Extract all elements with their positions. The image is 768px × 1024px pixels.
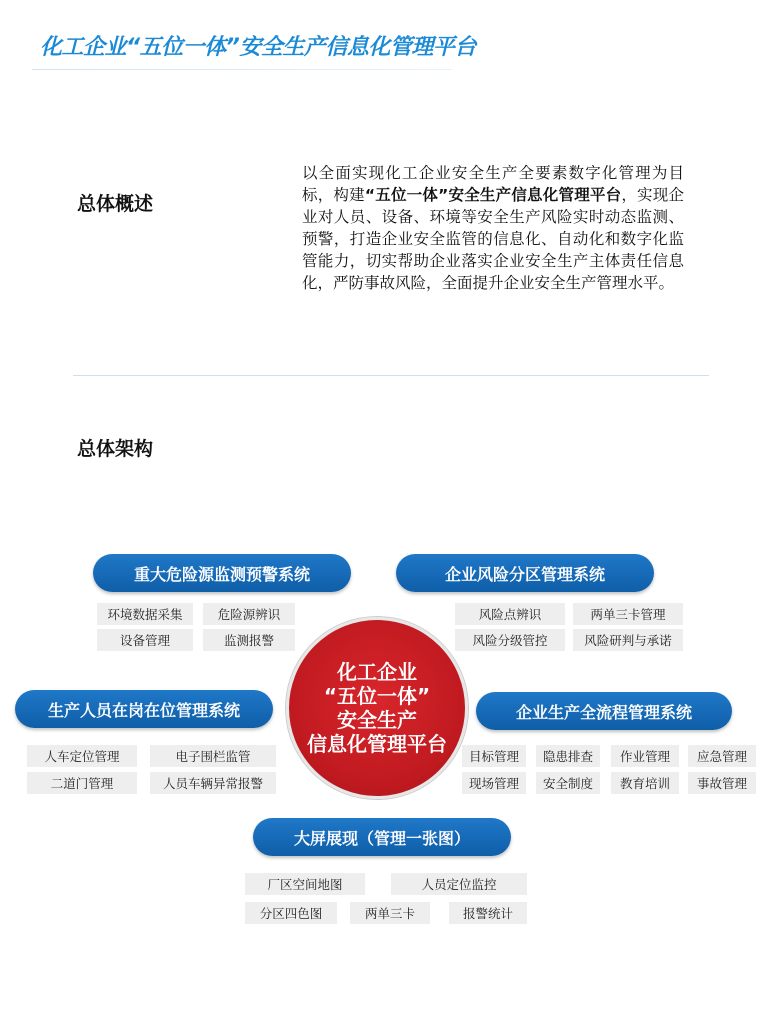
tag-plant-map: 厂区空间地图 — [245, 873, 365, 895]
tag-training: 教育培训 — [611, 772, 679, 794]
tag-env-data: 环境数据采集 — [97, 603, 193, 625]
tag-hidden-danger: 隐患排查 — [536, 745, 600, 767]
overview-paragraph — [302, 162, 684, 294]
overview-heading: 总体概述 — [77, 193, 154, 215]
tag-two-lists-three-cards: 两单三卡管理 — [573, 603, 683, 625]
module-risk-zoning: 企业风险分区管理系统 — [396, 554, 654, 592]
tag-goal: 目标管理 — [462, 745, 526, 767]
title-divider — [32, 69, 452, 70]
center-line-4: 信息化管理平台 — [307, 732, 447, 756]
tag-e-fence: 电子围栏监管 — [150, 745, 276, 767]
tag-safety-rules: 安全制度 — [536, 772, 600, 794]
tag-person-location: 人员定位监控 — [391, 873, 527, 895]
tag-second-gate: 二道门管理 — [27, 772, 137, 794]
tag-risk-grading: 风险分级管控 — [455, 629, 565, 651]
center-line-2: “五位一体” — [323, 684, 431, 708]
tag-alarm-stats: 报警统计 — [449, 902, 527, 924]
platform-center-circle — [286, 617, 468, 799]
architecture-heading: 总体架构 — [77, 438, 154, 460]
tag-equipment: 设备管理 — [97, 629, 193, 651]
tag-site: 现场管理 — [462, 772, 526, 794]
tag-abnormal-alarm: 人员车辆异常报警 — [150, 772, 276, 794]
section-divider — [73, 375, 709, 376]
tag-monitor-alarm: 监测报警 — [203, 629, 295, 651]
tag-emergency: 应急管理 — [688, 745, 756, 767]
module-personnel-presence: 生产人员在岗在位管理系统 — [15, 690, 273, 728]
center-line-3: 安全生产 — [337, 708, 417, 732]
overview-text-bold: “五位一体”安全生产信息化管理平台 — [364, 186, 622, 204]
overview-text-after: ，实现企业对人员、设备、环境等安全生产风险实时动态监测、预警，打造企业安全监管的信息化、自动化和数字化监管能力，切实帮助企业落实企业安全生产主体责任信息化，严防事故风险，全面提升企业安全生产管理水平。 — [302, 186, 684, 292]
tag-four-color-map: 分区四色图 — [245, 902, 337, 924]
tag-vehicle-location: 人车定位管理 — [27, 745, 137, 767]
tag-hazard-identify: 危险源辨识 — [203, 603, 295, 625]
tag-risk-point: 风险点辨识 — [455, 603, 565, 625]
tag-accident: 事故管理 — [688, 772, 756, 794]
center-line-1: 化工企业 — [337, 660, 417, 684]
module-big-screen: 大屏展现（管理一张图） — [253, 818, 511, 856]
page-title: 化工企业“五位一体”安全生产信息化管理平台 — [40, 35, 476, 60]
tag-risk-commitment: 风险研判与承诺 — [573, 629, 683, 651]
tag-operation: 作业管理 — [611, 745, 679, 767]
overview-text-before: 以全面实现化工企业安全生产全要素数字化管理为目标，构建 — [302, 164, 684, 204]
module-process-management: 企业生产全流程管理系统 — [476, 692, 732, 730]
module-hazard-monitoring: 重大危险源监测预警系统 — [93, 554, 351, 592]
tag-two-lists-three-cards-screen: 两单三卡 — [350, 902, 430, 924]
